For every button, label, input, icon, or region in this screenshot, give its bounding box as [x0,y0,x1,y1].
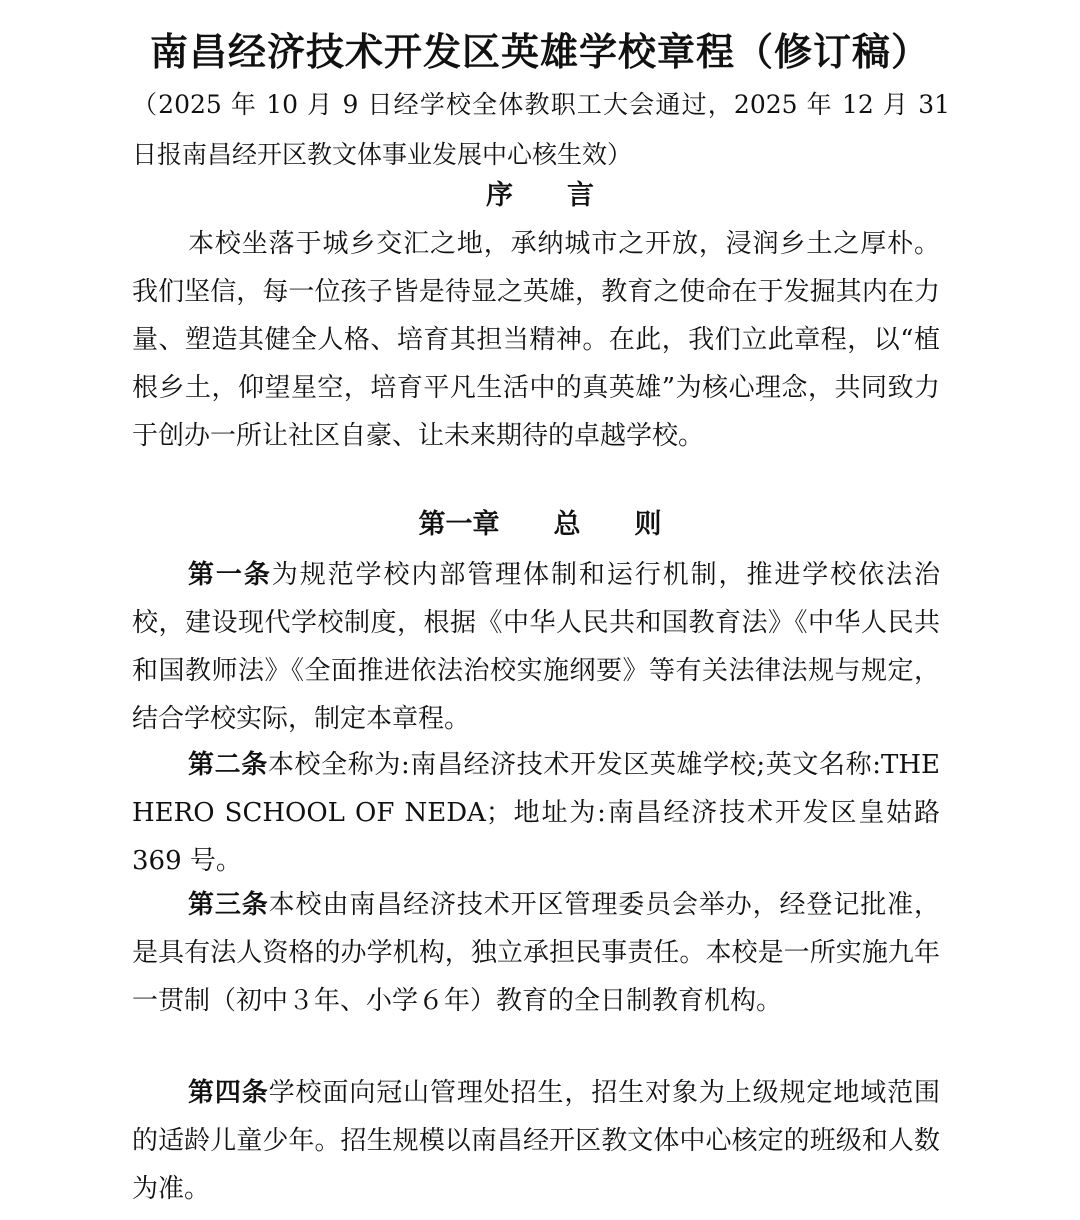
article-label: 第四条 [188,1078,269,1108]
article-label: 第二条 [188,750,268,780]
chapter-heading: 第一章 总 则 [418,509,662,540]
article-paragraph [132,551,940,743]
document-subtitle: （2025 年 10 月 9 日经学校全体教职工大会通过，2025 年 12 月 31 日报南昌经开区教文体事业发展中心核生效） [132,90,950,169]
article-text: 本校由南昌经济技术开区管理委员会举办，经登记批准，是具有法人资格的办学机构，独立承担民事责任。本校是一所实施九年一贯制（初中３年、小学６年）教育的全日制教育机构。 [132,890,940,1016]
article-paragraph [132,741,940,885]
document-title: 南昌经济技术开发区英雄学校章程（修订稿） [149,30,930,74]
article-text: 为规范学校内部管理体制和运行机制，推进学校依法治校，建设现代学校制度，根据《中华人民共和国教育法》《中华人民共和国教师法》《全面推进依法治校实施纲要》等有关法律法规与规定，结合学校实际，制定本章程。 [132,560,940,734]
article-label: 第三条 [188,890,269,920]
preface-heading: 序 言 [486,180,594,211]
article-paragraph [132,1069,940,1213]
article-label: 第一条 [188,560,272,590]
preface-paragraph: 本校坐落于城乡交汇之地，承纳城市之开放，浸润乡土之厚朴。我们坚信，每一位孩子皆是待显之英雄，教育之使命在于发掘其内在力量、塑造其健全人格、培育其担当精神。在此，我们立此章程，以“植根乡土，仰望星空，培育平凡生活中的真英雄”为核心理念，共同致力于创办一所让社区自豪、让未来期待的卓越学校。 [132,229,940,451]
article-paragraph [132,881,940,1025]
article-text: 本校全称为:南昌经济技术开发区英雄学校;英文名称:THE HERO SCHOOL OF NEDA；地址为:南昌经济技术开发区皇姑路369 号。 [132,750,940,876]
article-text: 学校面向冠山管理处招生，招生对象为上级规定地域范围的适龄儿童少年。招生规模以南昌经开区教文体中心核定的班级和人数为准。 [132,1078,940,1204]
